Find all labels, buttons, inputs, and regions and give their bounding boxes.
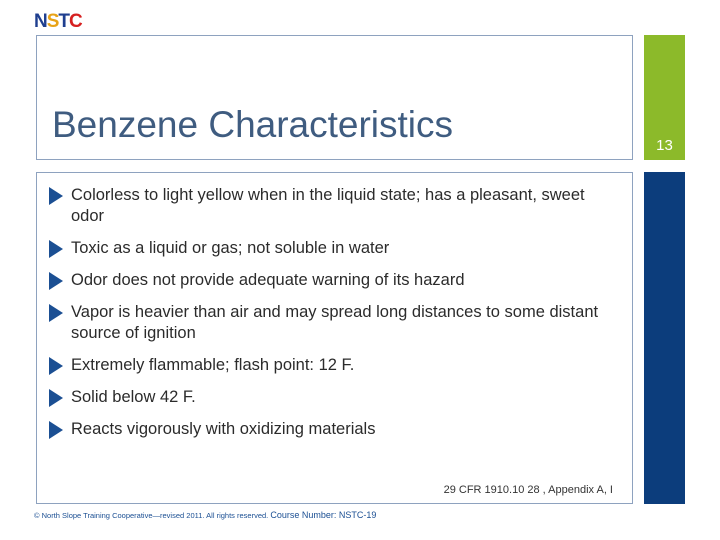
bullet-item [49,302,619,344]
logo-letter-c: C [69,11,82,32]
side-accent-bar [644,172,685,504]
bullet-item [49,387,619,408]
nstc-logo [34,12,82,32]
logo-letter-t: T [58,11,70,32]
bullet-arrow-icon [49,304,63,322]
footer-copyright: © North Slope Training Cooperative—revised 2011. All rights reserved. [34,511,269,520]
bullet-item [49,270,619,291]
bullet-text: Reacts vigorously with oxidizing materials [71,420,376,438]
bullet-text: Toxic as a liquid or gas; not soluble in water [71,239,390,257]
content-box [36,172,633,504]
bullet-arrow-icon [49,272,63,290]
bullet-text: Vapor is heavier than air and may spread long distances to some distant source of ignition [71,303,599,342]
bullet-text: Solid below 42 F. [71,388,196,406]
footer [34,510,376,520]
slide-number: 13 [656,137,673,154]
bullet-item [49,419,619,440]
slide-title: Benzene Characteristics [52,104,454,145]
bullet-item [49,355,619,376]
bullet-item [49,185,619,227]
citation: 29 CFR 1910.10 28 , Appendix A, I [443,484,613,496]
bullet-item [49,238,619,259]
bullet-list [49,185,619,451]
bullet-arrow-icon [49,357,63,375]
bullet-text: Colorless to light yellow when in the liquid state; has a pleasant, sweet odor [71,186,585,225]
bullet-arrow-icon [49,389,63,407]
bullet-arrow-icon [49,187,63,205]
logo-letter-s: S [46,11,59,32]
title-box [36,35,633,160]
slide-number-bar [644,35,685,160]
logo-letter-n: N [34,11,47,32]
bullet-text: Odor does not provide adequate warning of its hazard [71,271,465,289]
footer-course-number: Course Number: NSTC-19 [270,510,377,520]
bullet-arrow-icon [49,421,63,439]
bullet-arrow-icon [49,240,63,258]
bullet-text: Extremely flammable; flash point: 12 F. [71,356,355,374]
